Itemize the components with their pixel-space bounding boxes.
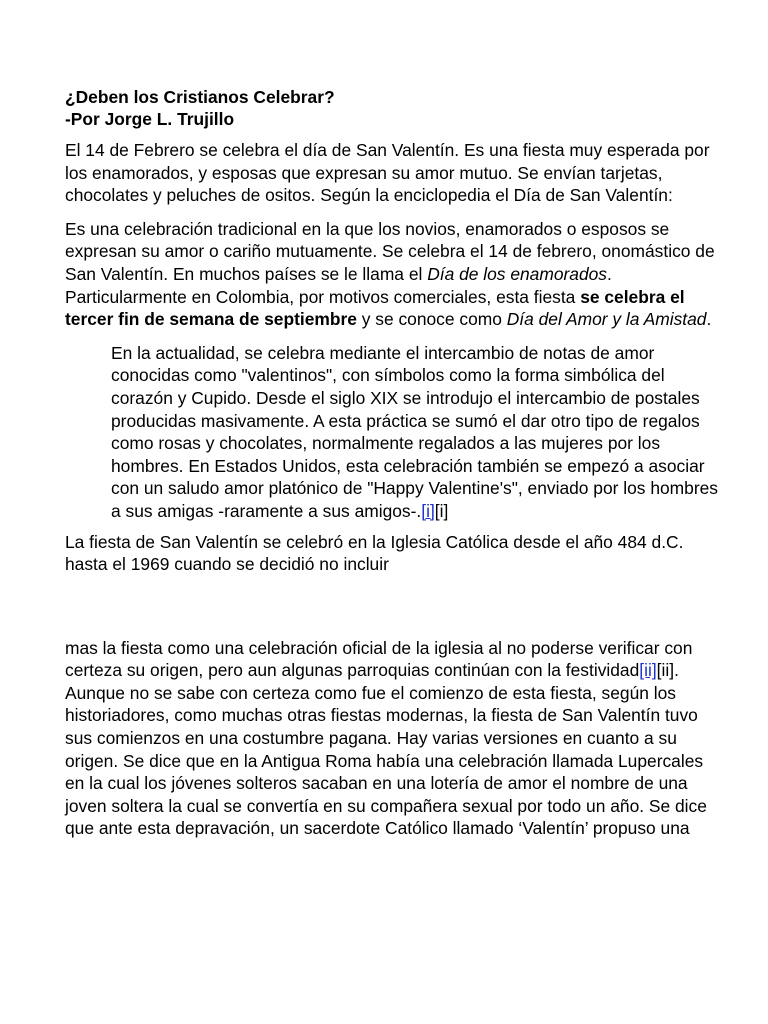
author-line: -Por Jorge L. Trujillo: [65, 109, 235, 129]
history-paragraph: La fiesta de San Valentín se celebró en la Iglesia Católica desde el año 484 d.C. hasta el 1969 cuando se decidió no incluir: [65, 531, 684, 575]
page-break-gap: [65, 587, 725, 637]
block-quote: [111, 342, 731, 523]
document-page: [65, 86, 725, 851]
continuation-paragraph: [65, 637, 725, 840]
definition-text: .: [706, 309, 712, 330]
continuation-text: mas la fiesta como una celebración oficial de la iglesia al no poderse verificar con certeza su origen, pero aun algunas parroquias continúan con la festividad: [65, 637, 693, 681]
continuation-text: . Aunque no se sabe con certeza como fue el comienzo de esta fiesta, según los historiadores, como muchas otras fiestas modernas, la fiesta de San Valentín tuvo sus comienzos en una costumbre pagana. Hay varias versiones en cuanto a su origen. Se dice que en la Antigua Roma había una celebración llamada Lupercales en la cual los jóvenes solteros sacaban en una lotería de amor el nombre de una joven soltera la cual se convertía en su compañera sexual por todo un año. Se dice que ante esta depravación, un sacerdote Católico llamado ‘Valentín’ propuso una: [65, 660, 707, 839]
definition-paragraph: [65, 218, 725, 331]
footnote-marker: [i]: [434, 500, 449, 521]
definition-text: y se conoce como: [356, 309, 507, 330]
footnote-link-i[interactable]: [i]: [421, 500, 435, 521]
definition-text: . Particularmente en Colombia, por motivos comerciales, esta fiesta: [65, 263, 612, 307]
bold-phrase: se celebra el tercer fin de semana de septiembre: [65, 286, 685, 330]
footnote-marker: [ii]: [656, 660, 675, 681]
article-title: [65, 86, 725, 130]
title-line: ¿Deben los Cristianos Celebrar?: [65, 87, 335, 107]
intro-paragraph: El 14 de Febrero se celebra el día de San Valentín. Es una fiesta muy esperada por los enamorados, y esposas que expresan su amor mutuo. Se envían tarjetas, chocolates y peluches de ositos. Según la enciclopedia el Día de San Valentín:: [65, 140, 710, 206]
footnote-link-ii[interactable]: [ii]: [639, 660, 657, 681]
italic-phrase: Día de los enamorados: [427, 263, 607, 284]
definition-text: Es una celebración tradicional en la que los novios, enamorados o esposos se expresan su amor o cariño mutuamente. Se celebra el 14 de febrero, onomástico de San Valentín. En muchos países se le llama el: [65, 218, 715, 284]
quote-text: En la actualidad, se celebra mediante el intercambio de notas de amor conocidas como "valentinos", con símbolos como la forma simbólica del corazón y Cupido. Desde el siglo XIX se introdujo el intercambio de postales producidas masivamente. A esta práctica se sumó el dar otro tipo de regalos como rosas y chocolates, normalmente regalados a las mujeres por los hombres. En Estados Unidos, esta celebración también se empezó a asociar con un saludo amor platónico de "Happy Valentine's", enviado por los hombres a sus amigas -raramente a sus amigos-.: [111, 342, 718, 521]
italic-phrase: Día del Amor y la Amistad: [506, 309, 707, 330]
